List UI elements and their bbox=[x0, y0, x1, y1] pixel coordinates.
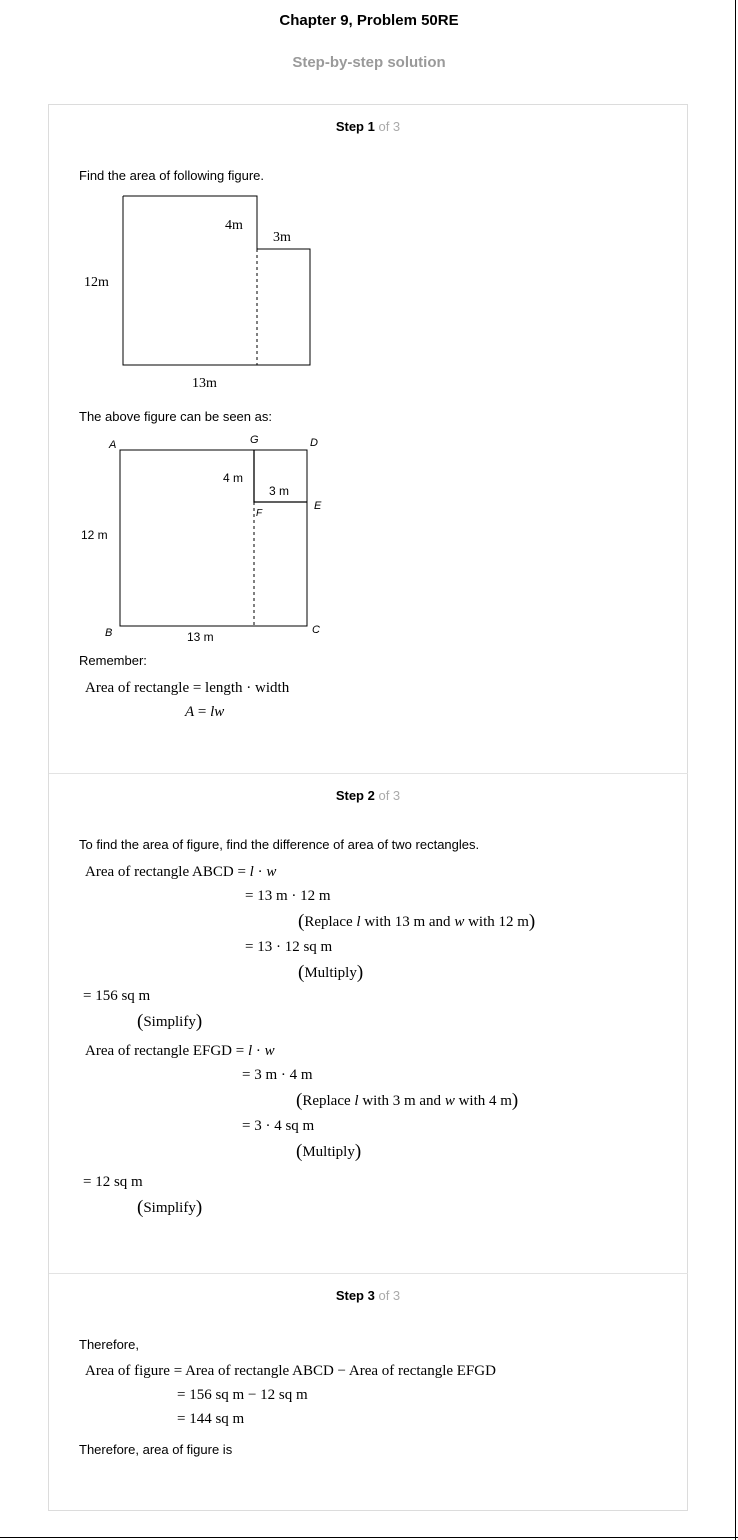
frame-right-border bbox=[735, 0, 736, 1540]
step-3-final: Therefore, area of figure is bbox=[79, 1442, 233, 1457]
label-gf-4m: 4 m bbox=[223, 471, 244, 485]
efgd-simplify-note: (Simplify) bbox=[137, 1197, 203, 1218]
vertex-G: G bbox=[250, 434, 259, 446]
efgd-multiply-note: (Multiply) bbox=[296, 1141, 362, 1162]
figure-area-result: = 144 sq m bbox=[177, 1411, 245, 1427]
page-title: Chapter 9, Problem 50RE bbox=[279, 12, 459, 29]
label-top-4m: 4m bbox=[225, 218, 243, 233]
label-bottom-13m: 13m bbox=[192, 376, 217, 391]
vertex-C: C bbox=[312, 624, 320, 636]
step-count: of 3 bbox=[378, 788, 401, 803]
step-3-therefore: Therefore, bbox=[79, 1337, 139, 1352]
efgd-replace-note: (Replace l with 3 m and w with 4 m) bbox=[296, 1090, 519, 1111]
label-bc-13m: 13 m bbox=[187, 630, 214, 644]
frame-bottom-border bbox=[0, 1537, 738, 1538]
abcd-multiply-note: (Multiply) bbox=[298, 962, 364, 983]
vertex-E: E bbox=[314, 500, 322, 512]
step-1-intro: Find the area of following figure. bbox=[79, 168, 264, 183]
step-2-intro: To find the area of figure, find the difference of area of two rectangles. bbox=[79, 837, 480, 852]
vertex-A: A bbox=[109, 439, 117, 451]
abcd-substitution: = 13 m · 12 m bbox=[245, 888, 331, 904]
formula-a-lw: A = lw bbox=[185, 704, 225, 720]
abcd-replace-note: (Replace l with 13 m and w with 12 m) bbox=[298, 911, 536, 932]
formula-area-rectangle: Area of rectangle = length · width bbox=[85, 680, 290, 696]
abcd-area-definition: Area of rectangle ABCD = l · w bbox=[85, 864, 277, 880]
vertex-F: F bbox=[256, 508, 263, 519]
step-2-heading bbox=[48, 788, 688, 803]
step-divider bbox=[49, 773, 688, 774]
label-ab-12m: 12 m bbox=[81, 528, 108, 542]
figure-outline bbox=[123, 196, 310, 365]
page-subtitle: Step-by-step solution bbox=[292, 54, 446, 71]
figure-labeled bbox=[75, 430, 335, 650]
rectangle-abcd bbox=[120, 450, 307, 626]
efgd-area-definition: Area of rectangle EFGD = l · w bbox=[85, 1043, 275, 1059]
label-left-12m: 12m bbox=[84, 275, 109, 290]
efgd-substitution: = 3 m · 4 m bbox=[242, 1067, 313, 1083]
abcd-result: = 156 sq m bbox=[83, 988, 151, 1004]
abcd-simplify-note: (Simplify) bbox=[137, 1011, 203, 1032]
step-label: Step 3 bbox=[335, 1288, 375, 1303]
step-1-remember: Remember: bbox=[79, 653, 147, 668]
step-divider bbox=[49, 1273, 688, 1274]
figure-original bbox=[75, 190, 325, 395]
vertex-D: D bbox=[310, 437, 318, 449]
efgd-result: = 12 sq m bbox=[83, 1174, 143, 1190]
step-3-heading bbox=[48, 1288, 688, 1303]
figure-area-subtraction: = 156 sq m − 12 sq m bbox=[177, 1387, 308, 1403]
efgd-product: = 3 · 4 sq m bbox=[242, 1118, 315, 1134]
step-label: Step 2 bbox=[335, 788, 375, 803]
step-1-seen-as: The above figure can be seen as: bbox=[79, 409, 272, 424]
vertex-B: B bbox=[105, 627, 113, 639]
step-1-heading bbox=[48, 119, 688, 134]
figure-area-equation: Area of figure = Area of rectangle ABCD − Area of rectangle EFGD bbox=[85, 1363, 496, 1379]
step-count: of 3 bbox=[378, 1288, 401, 1303]
step-label: Step 1 bbox=[335, 119, 375, 134]
label-fe-3m: 3 m bbox=[269, 484, 290, 498]
abcd-product: = 13 · 12 sq m bbox=[245, 939, 333, 955]
label-right-3m: 3m bbox=[273, 230, 291, 245]
step-count: of 3 bbox=[378, 119, 401, 134]
